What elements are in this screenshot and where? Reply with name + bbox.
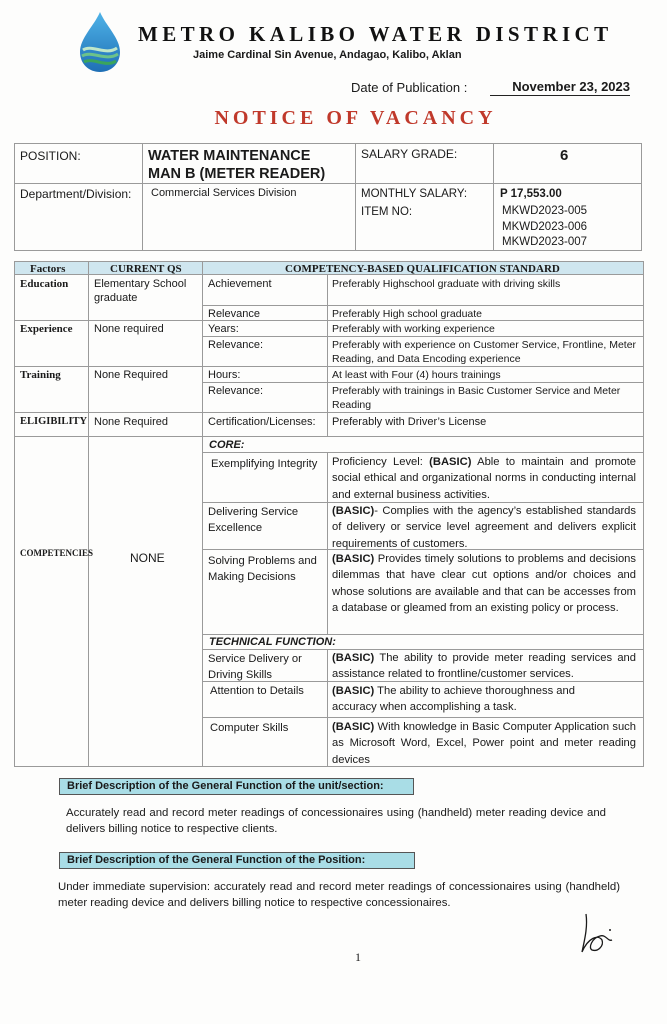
core-competency-description (332, 503, 636, 552)
divider (327, 649, 328, 767)
divider (14, 366, 644, 367)
water-district-logo (76, 10, 124, 74)
description-text: Able to maintain and promote social ethical and organizational norms in conducting internal and external business activities. (332, 456, 636, 501)
item-no-label: ITEM NO: (361, 206, 413, 218)
experience-value-1: Preferably with working experience (332, 323, 495, 335)
technical-competency-description (332, 719, 636, 768)
core-competency-description (332, 551, 636, 616)
proficiency-level: (BASIC) (332, 685, 375, 697)
divider (202, 336, 644, 337)
proficiency-level: Proficiency Level: (BASIC) (332, 456, 472, 468)
core-heading: CORE: (209, 439, 245, 451)
training-value-2: Preferably with trainings in Basic Customer Service and Meter Reading (332, 385, 621, 411)
training-label-2: Relevance: (208, 385, 264, 397)
description-text: - Complies with the agency’s established standards of delivery or service level agreement and delivers explicit requirements of customers. (332, 505, 636, 550)
technical-competency-label: Attention to Details (210, 685, 304, 697)
divider (142, 143, 143, 251)
salary-grade-label: SALARY GRADE: (361, 147, 458, 161)
divider (493, 143, 494, 251)
experience-value-2: Preferably with experience on Customer Service, Frontline, Meter Reading, and Data Encoding experience (332, 339, 637, 365)
current-competencies: NONE (130, 551, 165, 565)
description-text: The ability to achieve thoroughness and accuracy when accomplishing a task. (332, 685, 575, 714)
publication-date: November 23, 2023 (490, 79, 630, 96)
organization-name: METRO KALIBO WATER DISTRICT (138, 22, 613, 46)
technical-competency-description (332, 650, 636, 683)
factor-experience: Experience (20, 323, 73, 335)
current-training: None Required (94, 369, 168, 381)
eligibility-value: Preferably with Driver’s License (332, 416, 487, 428)
monthly-salary-label: MONTHLY SALARY: (361, 188, 468, 200)
experience-label-2: Relevance: (208, 339, 264, 351)
proficiency-level: (BASIC) (332, 553, 375, 565)
eligibility-label: Certification/Licenses: (208, 416, 316, 428)
current-eligibility: None Required (94, 416, 168, 428)
proficiency-level: (BASIC) (332, 505, 375, 517)
core-competency-description (332, 454, 636, 503)
divider (88, 261, 89, 767)
position-function-title: Brief Description of the General Function of the Position: (59, 852, 415, 869)
description-text: Provides timely solutions to problems and decisions dilemmas that have clear cut options and/or choices and whose solutions are available and that can be accesses from a database or gleamed from an existing policy or process. (332, 553, 637, 614)
divider (202, 382, 644, 383)
technical-competency-description (332, 683, 602, 716)
monthly-salary-value: P 17,553.00 (500, 188, 562, 200)
position-label: POSITION: (20, 149, 81, 163)
header-competency-standard: COMPETENCY-BASED QUALIFICATION STANDARD (285, 263, 560, 275)
proficiency-level: (BASIC) (332, 652, 375, 664)
education-label-2: Relevance (208, 308, 260, 320)
technical-function-heading: TECHNICAL FUNCTION: (209, 636, 336, 648)
factor-education: Education (20, 278, 69, 290)
position-title-line2: MAN B (METER READER) (148, 166, 326, 182)
training-value-1: At least with Four (4) hours trainings (332, 369, 501, 381)
factor-eligibility: ELIGIBILITY (20, 416, 88, 427)
divider (14, 183, 642, 184)
technical-competency-label: Service Delivery or Driving Skills (208, 653, 302, 681)
organization-address: Jaime Cardinal Sin Avenue, Andagao, Kalibo, Aklan (193, 49, 462, 61)
technical-competency-label: Computer Skills (210, 722, 289, 734)
divider (14, 320, 644, 321)
divider (202, 717, 644, 718)
experience-label-1: Years: (208, 323, 239, 335)
item-no-2: MKWD2023-006 (502, 220, 588, 233)
signature (578, 908, 618, 958)
divider (14, 436, 644, 437)
education-value-1: Preferably Highschool graduate with driving skills (332, 278, 561, 290)
notice-title: NOTICE OF VACANCY (214, 107, 497, 129)
training-label-1: Hours: (208, 369, 241, 381)
core-competency-label: Delivering Service Excellence (208, 506, 299, 534)
department-value: Commercial Services Division (151, 187, 297, 199)
education-value-2: Preferably High school graduate (332, 308, 483, 320)
factor-training: Training (20, 369, 61, 381)
unit-function-title: Brief Description of the General Function of the unit/section: (59, 778, 414, 795)
divider (355, 143, 356, 251)
divider (14, 412, 644, 413)
page-number: 1 (355, 950, 361, 964)
description-text: The ability to provide meter reading services and assistance related to frontline/customer services. (332, 652, 637, 681)
position-title-line1: WATER MAINTENANCE (148, 148, 311, 164)
position-function-text: Under immediate supervision: accurately read and record meter readings of concessionaires using (handheld) meter reading device and delivers billing notice to respective concessionaires. (58, 881, 620, 909)
item-no-3: MKWD2023-007 (502, 236, 588, 248)
divider (202, 452, 644, 453)
item-no-1: MKWD2023-005 (502, 205, 588, 217)
salary-grade-value: 6 (560, 147, 569, 164)
divider (202, 305, 644, 306)
header-factors: Factors (30, 263, 66, 275)
publication-date-label: Date of Publication : (351, 80, 468, 95)
core-competency-label: Exemplifying Integrity (211, 458, 318, 470)
current-experience: None required (94, 323, 164, 335)
department-label: Department/Division: (20, 187, 132, 201)
current-education: Elementary School graduate (94, 278, 187, 304)
proficiency-level: (BASIC) (332, 721, 375, 733)
description-text: With knowledge in Basic Computer Application such as Microsoft Word, Excel, Power point and meter reading devices (332, 721, 636, 766)
divider (327, 452, 328, 634)
core-competency-label: Solving Problems and Making Decisions (208, 555, 317, 583)
unit-function-text: Accurately read and record meter readings of concessionaires using (handheld) meter reading device and delivers billing notice to respective clients. (66, 807, 606, 835)
factor-competencies: COMPETENCIES (20, 548, 94, 558)
header-current-qs: CURRENT QS (110, 263, 182, 275)
education-label-1: Achievement (208, 278, 272, 290)
basic-level-tag: (BASIC) (429, 456, 472, 468)
